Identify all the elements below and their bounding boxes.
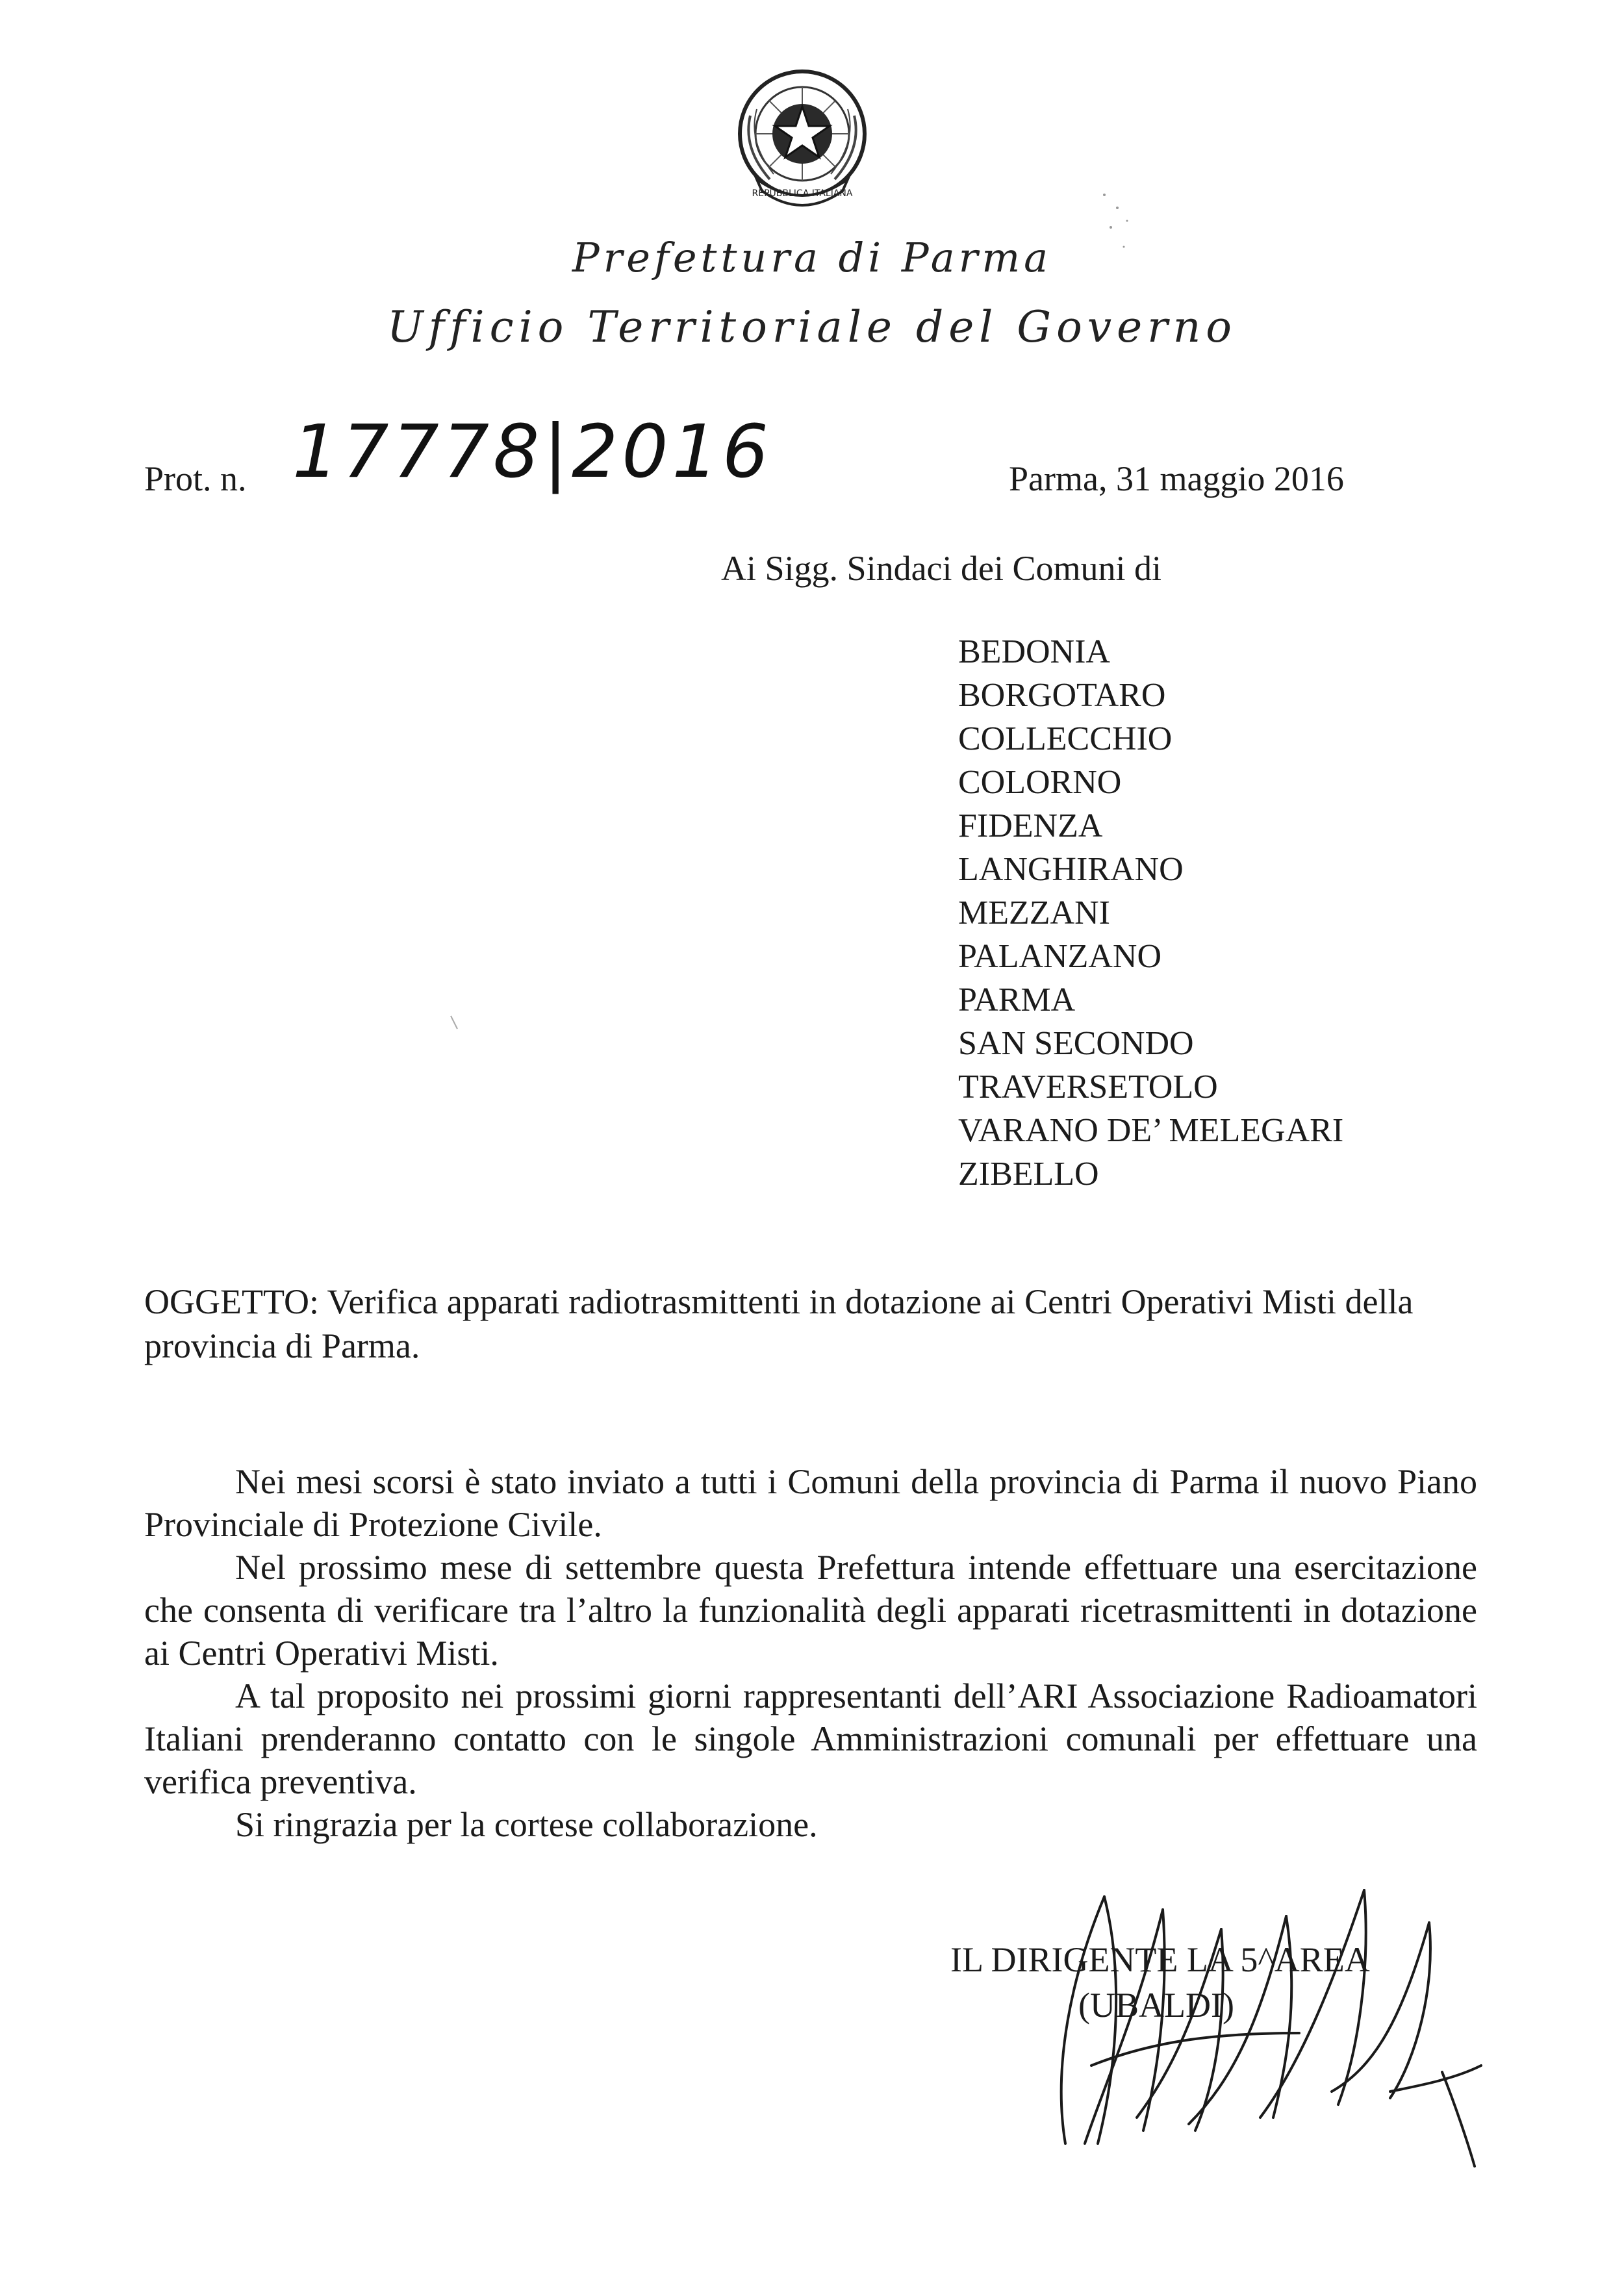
letterhead-office: Ufficio Territoriale del Governo xyxy=(387,302,1237,352)
body-paragraph: Nel prossimo mese di settembre questa Prefettura intende effettuare una esercitazione che consenta di verificare tra l’altro la funzionalità degli apparati ricetrasmittenti in dotazione ai Centri Operativi Misti. xyxy=(144,1548,1477,1673)
list-item: COLLECCHIO xyxy=(958,720,1173,757)
scan-speck-icon xyxy=(448,1013,461,1033)
letter-body xyxy=(144,1460,1477,1846)
list-item: FIDENZA xyxy=(958,807,1103,844)
list-item: MEZZANI xyxy=(958,894,1110,931)
letter-date: Parma, 31 maggio 2016 xyxy=(1009,459,1344,498)
list-item: PALANZANO xyxy=(958,938,1161,975)
protocol-number: 17778|2016 xyxy=(292,410,773,494)
list-item: LANGHIRANO xyxy=(958,851,1184,888)
list-item: BORGOTARO xyxy=(958,677,1166,714)
body-paragraph: A tal proposito nei prossimi giorni rappresentanti dell’ARI Associazione Radioamatori Italiani prenderanno contatto con le singole Amministrazioni comunali per effettuare una verifica preventiva. xyxy=(144,1676,1477,1801)
list-item: PARMA xyxy=(958,981,1076,1018)
emblem-ribbon-text: REPUBBLICA ITALIANA xyxy=(752,188,853,199)
handwritten-signature xyxy=(1026,1871,1494,2169)
scan-speck-icon xyxy=(1098,188,1137,266)
letter-subject: OGGETTO: Verifica apparati radiotrasmittenti in dotazione ai Centri Operativi Misti della provincia di Parma. xyxy=(144,1282,1414,1365)
signatory-role: IL DIRIGENTE LA 5^AREA xyxy=(950,1940,1370,1979)
list-item: VARANO DE’ MELEGARI xyxy=(958,1112,1344,1149)
letterhead-prefecture: Prefettura di Parma xyxy=(572,234,1052,281)
list-item: COLORNO xyxy=(958,764,1122,801)
comuni-list xyxy=(958,630,1343,1196)
recipient-intro: Ai Sigg. Sindaci dei Comuni di xyxy=(721,549,1162,588)
list-item: TRAVERSETOLO xyxy=(958,1068,1218,1106)
body-paragraph: Si ringrazia per la cortese collaborazione. xyxy=(235,1805,818,1844)
signatory-name: (UBALDI) xyxy=(1078,1986,1234,2025)
list-item: ZIBELLO xyxy=(958,1156,1099,1193)
list-item: SAN SECONDO xyxy=(958,1025,1194,1062)
protocol-label: Prot. n. xyxy=(144,459,247,498)
list-item: BEDONIA xyxy=(958,633,1110,670)
body-paragraph: Nei mesi scorsi è stato inviato a tutti i Comuni della provincia di Parma il nuovo Piano Provinciale di Protezione Civile. xyxy=(144,1462,1477,1544)
republic-emblem-icon xyxy=(731,64,874,220)
